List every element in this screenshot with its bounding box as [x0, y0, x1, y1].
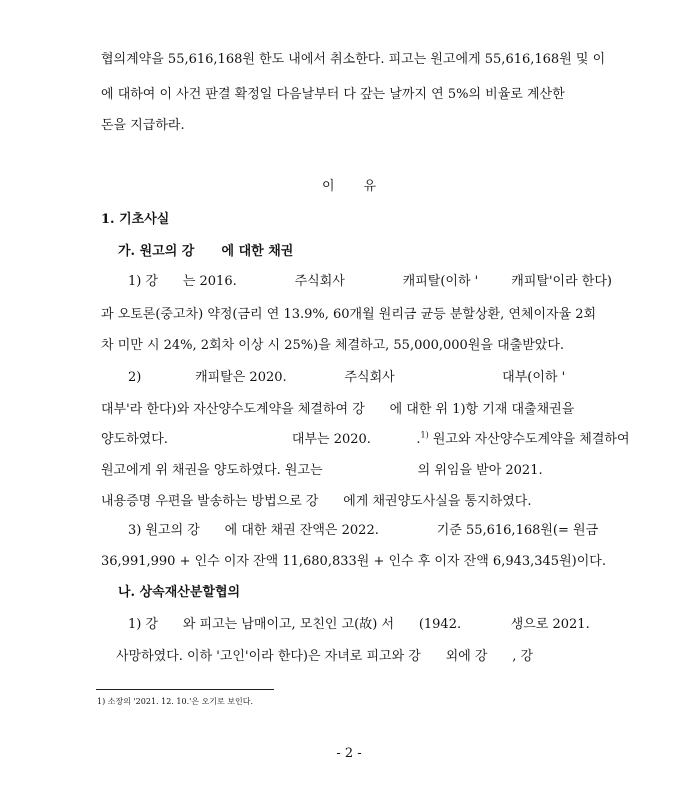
paragraph-text: 원고와 자산양수도계약을 체결하여: [428, 432, 630, 447]
footnote-divider: [96, 689, 274, 690]
paragraph-line: 과 오토론(중고차) 약정(금리 연 13.9%, 60개월 원리금 균등 분할상환, 연체이자율 2회: [101, 307, 597, 322]
paragraph-line: 1) 강 는 2016. 주식회사 캐피탈(이하 ' 캐피탈'이라 한다): [128, 274, 612, 289]
footnote: 1) 소장의 '2021. 12. 10.'은 오기로 보인다.: [97, 697, 254, 706]
paragraph-text: 양도하였다. 대부는 2020. .: [101, 432, 421, 447]
reasons-title: 이 유: [321, 179, 377, 194]
intro-line-1: 협의계약을 55,616,168원 한도 내에서 취소한다. 피고는 원고에게 55,616,168원 및 이: [101, 52, 606, 67]
paragraph-line: 1) 강 와 피고는 남매이고, 모친인 고(故) 서 (1942. 생으로 2021.: [128, 617, 590, 632]
footnote-reference[interactable]: 1): [420, 430, 429, 440]
subsection-heading-ga: 가. 원고의 강 에 대한 채권: [118, 244, 294, 259]
paragraph-line: 3) 원고의 강 에 대한 채권 잔액은 2022. 기준 55,616,168원(= 원금: [128, 523, 599, 538]
section-heading: 1. 기초사실: [101, 212, 170, 227]
paragraph-line: 36,991,990 + 인수 이자 잔액 11,680,833원 + 인수 후 이자 잔액 6,943,345원)이다.: [101, 554, 606, 569]
paragraph-line: 2) 캐피탈은 2020. 주식회사 대부(이하 ': [128, 370, 566, 385]
paragraph-line: 내용증명 우편을 발송하는 방법으로 강 에게 채권양도사실을 통지하였다.: [101, 494, 532, 509]
intro-line-3: 돈을 지급하라.: [101, 118, 185, 133]
paragraph-line: 원고에게 위 채권을 양도하였다. 원고는 의 위임을 받아 2021.: [101, 463, 543, 478]
intro-line-2: 에 대하여 이 사건 판결 확정일 다음날부터 다 갚는 날까지 연 5%의 비율로 계산한: [101, 87, 565, 102]
subsection-heading-na: 나. 상속재산분할협의: [118, 585, 241, 600]
paragraph-line: 차 미만 시 24%, 2회차 이상 시 25%)을 체결하고, 55,000,000원을 대출받았다.: [101, 338, 565, 353]
paragraph-line: 사망하였다. 이하 '고인'이라 한다)은 자녀로 피고와 강 외에 강 , 강: [116, 649, 534, 664]
paragraph-line: 대부'라 한다)와 자산양수도계약을 체결하여 강 에 대한 위 1)항 기재 대출채권을: [101, 402, 575, 417]
paragraph-line-with-footnote-ref: [101, 431, 630, 449]
page-number: - 2 -: [336, 746, 362, 761]
